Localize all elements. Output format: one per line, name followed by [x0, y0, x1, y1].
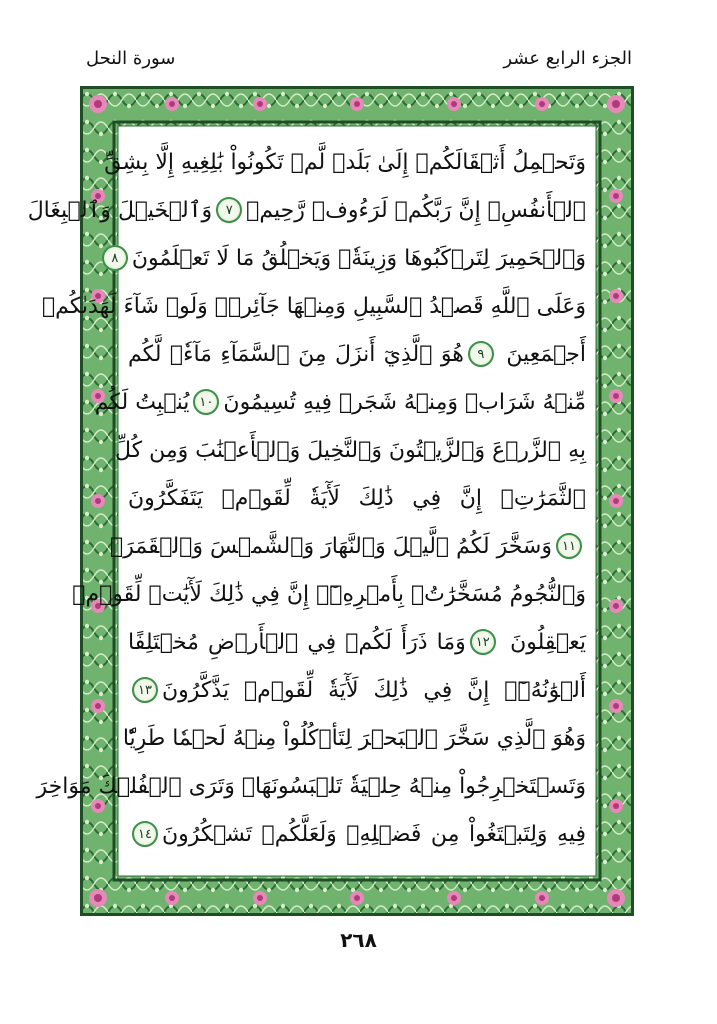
ayah-number-marker: ١٤: [132, 821, 158, 847]
verse-line-text: وَتَسۡتَخۡرِجُواْ مِنۡهُ حِلۡيَةٗ تَلۡبَسُونَهَاۖ وَتَرَى ٱلۡفُلۡكَ مَوَاخِرَ: [36, 773, 586, 799]
verse-line-7: [115, 426, 586, 474]
verse-line-4: [41, 282, 586, 330]
verse-line-text: أَلۡوَٰنُهُۥٓۚ إِنَّ فِي ذَٰلِكَ لَأٓيَةٗ لِّقَوۡمٖ يَذَّكَّرُونَ: [162, 677, 586, 703]
verse-line-text: مِّنۡهُ شَرَابٞ وَمِنۡهُ شَجَرٞ فِيهِ تُسِيمُونَ: [223, 389, 586, 415]
ornamental-frame: [27, 86, 634, 916]
verse-line-text: بِهِ ٱلزَّرۡعَ وَٱلزَّيۡتُونَ وَٱلنَّخِيلَ وَٱلۡأَعۡنَٰبَ وَمِن كُلِّ: [115, 437, 586, 463]
page-header: [86, 48, 632, 82]
verse-line-15: [128, 810, 586, 858]
verse-line-text-after: وَسَخَّرَ لَكُمُ ٱلَّيۡلَ وَٱلنَّهَارَ وَٱلشَّمۡسَ وَٱلۡقَمَرَۖ: [110, 533, 552, 559]
verse-line-2: [27, 186, 586, 234]
page-number: ٢٦٨: [340, 928, 377, 952]
verse-line-text: وَعَلَى ٱللَّهِ قَصۡدُ ٱلسَّبِيلِ وَمِنۡهَا جَآئِرٞۚ وَلَوۡ شَآءَ لَهَدَىٰكُمۡ: [41, 293, 586, 319]
ayah-number-marker: ١٣: [132, 677, 158, 703]
verse-line-1: [104, 138, 586, 186]
verse-text-area: [27, 128, 594, 874]
verse-line-text: وَٱلۡحَمِيرَ لِتَرۡكَبُوهَا وَزِينَةٗۚ وَيَخۡلُقُ مَا لَا تَعۡلَمُونَ: [131, 245, 586, 271]
verse-line-10: [72, 570, 586, 618]
verse-line-9: [110, 522, 586, 570]
verse-line-6: [94, 378, 586, 426]
verse-line-text-after: هُوَ ٱلَّذِيٓ أَنزَلَ مِنَ ٱلسَّمَآءِ مَآءٗۖ لَّكُم: [128, 341, 464, 367]
verse-line-text: ٱلثَّمَرَٰتِۚ إِنَّ فِي ذَٰلِكَ لَأٓيَةٗ لِّقَوۡمٖ يَتَفَكَّرُونَ: [128, 485, 586, 511]
verse-line-text: أَجۡمَعِينَ: [506, 341, 586, 367]
ayah-number-marker: ٨: [102, 245, 128, 271]
verse-line-text: وَتَحۡمِلُ أَثۡقَالَكُمۡ إِلَىٰ بَلَدٖ لَّمۡ تَكُونُواْ بَٰلِغِيهِ إِلَّا بِشِقِّ: [104, 149, 586, 175]
ayah-number-marker: ١١: [556, 533, 582, 559]
verse-line-11: [128, 618, 586, 666]
verse-line-text-after: وَٱلۡخَيۡلَ وَٱلۡبِغَالَ: [27, 197, 213, 223]
verse-line-text: ٱلۡأَنفُسِۚ إِنَّ رَبَّكُمۡ لَرَءُوفٞ رَّحِيمٞ: [246, 197, 586, 223]
verse-line-text: وَهُوَ ٱلَّذِي سَخَّرَ ٱلۡبَحۡرَ لِتَأۡكُلُواْ مِنۡهُ لَحۡمٗا طَرِيّٗا: [122, 725, 586, 751]
verse-line-text: وَٱلنُّجُومُ مُسَخَّرَٰتُۢ بِأَمۡرِهِۦٓۚ إِنَّ فِي ذَٰلِكَ لَأٓيَٰتٖ لِّقَوۡمٖ: [72, 581, 586, 607]
surah-label: سورة النحل: [86, 48, 176, 69]
verse-line-text-after: يُنۢبِتُ لَكُم: [94, 389, 190, 415]
verse-line-13: [122, 714, 586, 762]
verse-line-text-after: وَمَا ذَرَأَ لَكُمۡ فِي ٱلۡأَرۡضِ مُخۡتَلِفًا: [128, 629, 466, 655]
verse-line-text: يَعۡقِلُونَ: [510, 629, 586, 655]
verse-line-12: [128, 666, 586, 714]
verse-line-text: فِيهِ وَلِتَبۡتَغُواْ مِن فَضۡلِهِۦ وَلَعَلَّكُمۡ تَشۡكُرُونَ: [162, 821, 586, 847]
verse-line-8: [128, 474, 586, 522]
ayah-number-marker: ٩: [468, 341, 494, 367]
verse-line-14: [36, 762, 586, 810]
ayah-number-marker: ٧: [216, 197, 242, 223]
juz-label: الجزء الرابع عشر: [503, 48, 632, 69]
ayah-number-marker: ١٢: [470, 629, 496, 655]
verse-line-5: [128, 330, 586, 378]
verse-line-3: [111, 234, 586, 282]
ayah-number-marker: ١٠: [193, 389, 219, 415]
